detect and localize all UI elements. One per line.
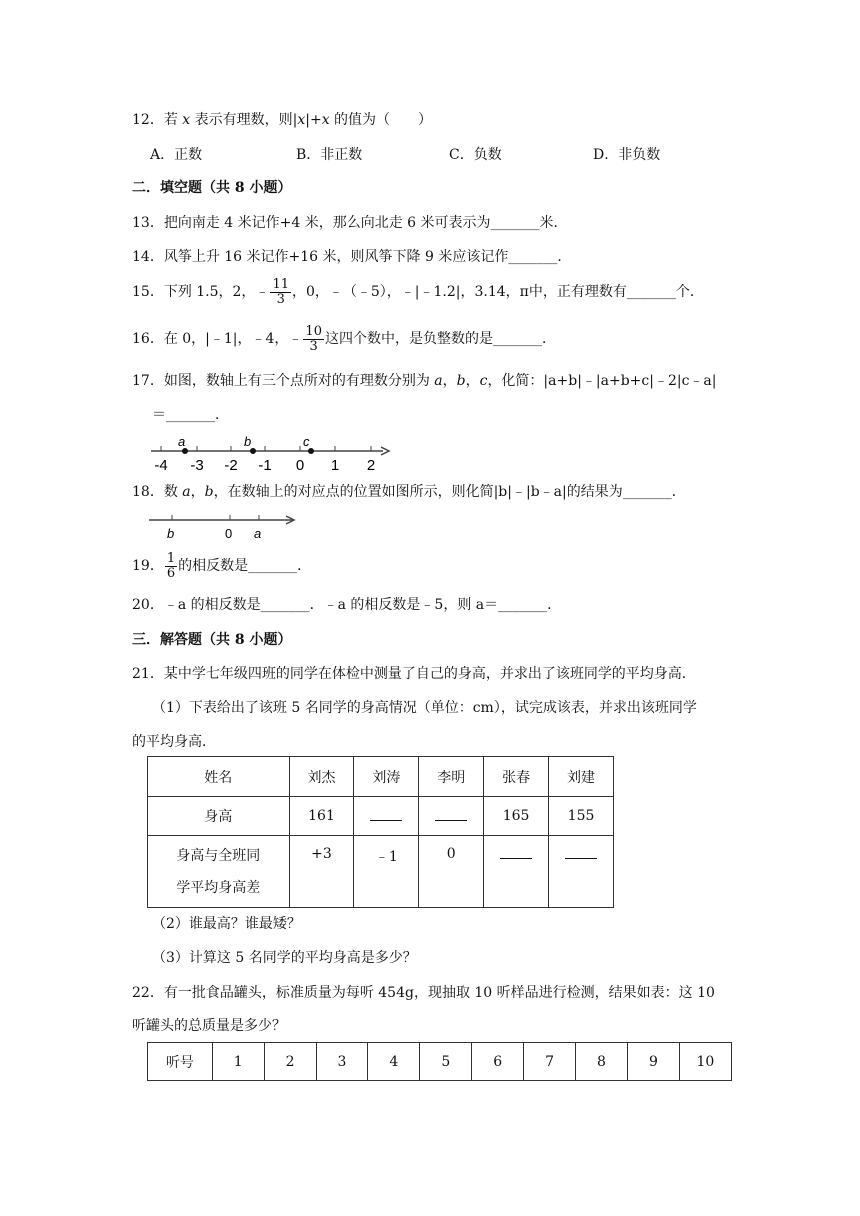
section-fill-in: 二．填空题（共 8 小题） bbox=[132, 180, 292, 196]
table-header-cell: 李明 bbox=[419, 757, 484, 797]
var-x: x bbox=[297, 112, 306, 128]
label-0: 0 bbox=[225, 526, 233, 541]
table-header-cell: 刘杰 bbox=[289, 757, 354, 797]
question-21-part3: （3）计算这 5 名同学的平均身高是多少？ bbox=[152, 950, 417, 966]
q12-text: 表示有理数，则| bbox=[190, 112, 298, 128]
table-header-cell: 8 bbox=[576, 1043, 628, 1081]
question-22: 22．有一批食品罐头，标准质量为每听 454g，现抽取 10 听样品进行检测，结果如表：这 10 bbox=[132, 985, 715, 1001]
q16-text: 16．在 0，|﹣1|，﹣4，﹣ bbox=[132, 331, 303, 347]
q17-text: ， bbox=[442, 373, 457, 389]
tick-label: 2 bbox=[366, 457, 376, 474]
height-table bbox=[147, 756, 614, 908]
tick-label: -1 bbox=[258, 457, 272, 474]
question-18 bbox=[132, 482, 686, 502]
table-header-cell: 刘涛 bbox=[354, 757, 419, 797]
question-15 bbox=[132, 276, 704, 308]
q17-text: ，化简：|a+b|﹣|a+b+c|﹣2|c﹣a| bbox=[487, 373, 717, 389]
table-header-cell: 10 bbox=[679, 1043, 731, 1081]
option-d: D．非负数 bbox=[593, 147, 661, 163]
fraction-11-3 bbox=[270, 278, 291, 307]
table-row bbox=[148, 797, 614, 836]
tick-label: 0 bbox=[295, 457, 305, 474]
table-row bbox=[148, 836, 614, 908]
tick-label: -3 bbox=[190, 457, 204, 474]
table-cell: +3 bbox=[289, 836, 354, 908]
numerator: 10 bbox=[305, 323, 322, 339]
var-b: b bbox=[456, 373, 466, 389]
table-header-cell: 听号 bbox=[148, 1043, 213, 1081]
var-a: a bbox=[182, 484, 191, 500]
table-header-cell: 6 bbox=[472, 1043, 524, 1081]
question-22-cont: 听罐头的总质量是多少？ bbox=[132, 1018, 286, 1034]
question-14: 14．风筝上升 16 米记作+16 米，则风筝下降 9 米应该记作_______． bbox=[132, 249, 572, 265]
point-c-label: c bbox=[303, 434, 310, 449]
var-x: x bbox=[182, 112, 191, 128]
can-table bbox=[147, 1042, 732, 1081]
denominator: 3 bbox=[309, 338, 318, 354]
question-21-part1: （1）下表给出了该班 5 名同学的身高情况（单位：cm），试完成该表，并求出该班同学 bbox=[152, 700, 697, 716]
answer-blank bbox=[500, 846, 532, 859]
table-row bbox=[148, 1043, 732, 1081]
question-21: 21．某中学七年级四班的同学在体检中测量了自己的身高，并求出了该班同学的平均身高． bbox=[132, 666, 696, 682]
var-c: c bbox=[479, 373, 488, 389]
q18-text: 18．数 bbox=[132, 484, 183, 500]
label-b: b bbox=[167, 526, 175, 541]
question-17-answer: ＝_______． bbox=[152, 407, 229, 423]
var-a: a bbox=[434, 373, 443, 389]
question-20: 20．﹣a 的相反数是_______．﹣a 的相反数是﹣5，则 a＝_______． bbox=[132, 597, 562, 613]
q15-text: 15．下列 1.5，2，﹣ bbox=[132, 284, 270, 300]
question-13: 13．把向南走 4 米记作+4 米，那么向北走 6 米可表示为_______米． bbox=[132, 215, 568, 231]
row-label-line: 学平均身高差 bbox=[176, 879, 261, 896]
answer-blank bbox=[435, 808, 467, 821]
tick-label: 1 bbox=[330, 457, 340, 474]
q17-text: ， bbox=[465, 373, 480, 389]
numerator: 1 bbox=[166, 550, 176, 566]
q12-text: |+ bbox=[305, 112, 322, 128]
number-line-2 bbox=[145, 510, 305, 544]
var-b: b bbox=[204, 484, 214, 500]
table-header-cell: 7 bbox=[524, 1043, 576, 1081]
fraction-10-3 bbox=[303, 325, 324, 354]
tick-label: -2 bbox=[224, 457, 238, 474]
answer-blank bbox=[370, 808, 402, 821]
label-a: a bbox=[254, 526, 262, 541]
table-header-cell: 姓名 bbox=[148, 757, 290, 797]
table-header-cell: 张春 bbox=[484, 757, 549, 797]
section-solve: 三．解答题（共 8 小题） bbox=[132, 632, 292, 648]
numerator: 11 bbox=[272, 276, 289, 292]
point-a-label: a bbox=[178, 434, 186, 449]
table-cell: ﹣1 bbox=[354, 836, 419, 908]
fraction-1-6 bbox=[165, 552, 177, 581]
denominator: 6 bbox=[166, 565, 176, 581]
q18-text: ， bbox=[190, 484, 205, 500]
table-cell bbox=[148, 836, 290, 908]
answer-blank bbox=[565, 846, 597, 859]
question-16 bbox=[132, 323, 556, 355]
table-header-cell: 9 bbox=[627, 1043, 679, 1081]
option-b: B．非正数 bbox=[296, 147, 363, 163]
table-cell: 身高 bbox=[148, 797, 290, 836]
question-21-part1-cont: 的平均身高． bbox=[132, 734, 216, 750]
table-blank-cell bbox=[354, 797, 419, 836]
question-17 bbox=[132, 371, 716, 391]
table-cell: 155 bbox=[549, 797, 614, 836]
q12-text: 12．若 bbox=[132, 112, 183, 128]
q17-text: 17．如图，数轴上有三个点所对的有理数分别为 bbox=[132, 373, 435, 389]
q16-text: 这四个数中，是负整数的是_______． bbox=[324, 331, 556, 347]
table-cell: 161 bbox=[289, 797, 354, 836]
question-12 bbox=[132, 110, 432, 130]
row-label-line: 身高与全班同 bbox=[176, 847, 261, 864]
q19-text: 19． bbox=[132, 558, 164, 574]
q19-text: 的相反数是_______． bbox=[178, 558, 312, 574]
option-a: A．正数 bbox=[150, 147, 203, 163]
table-header-cell: 4 bbox=[368, 1043, 420, 1081]
table-cell: 165 bbox=[484, 797, 549, 836]
q18-text: ，在数轴上的对应点的位置如图所示，则化简|b|﹣|b﹣a|的结果为_______． bbox=[213, 484, 686, 500]
point-b-label: b bbox=[244, 434, 252, 449]
table-row bbox=[148, 757, 614, 797]
table-blank-cell bbox=[549, 836, 614, 908]
number-line-1 bbox=[145, 432, 395, 474]
option-c: C．负数 bbox=[449, 147, 502, 163]
table-header-cell: 1 bbox=[212, 1043, 264, 1081]
q15-text: ，0，﹣（﹣5），﹣|﹣1.2|，3.14，π中，正有理数有_______个． bbox=[291, 284, 704, 300]
table-header-cell: 2 bbox=[264, 1043, 316, 1081]
question-19 bbox=[132, 550, 311, 582]
table-blank-cell bbox=[419, 797, 484, 836]
table-header-cell: 刘建 bbox=[549, 757, 614, 797]
q12-text: 的值为（ ） bbox=[329, 112, 433, 128]
tick-label: -4 bbox=[154, 457, 168, 474]
table-cell: 0 bbox=[419, 836, 484, 908]
var-x: x bbox=[321, 112, 330, 128]
table-header-cell: 5 bbox=[420, 1043, 472, 1081]
table-header-cell: 3 bbox=[316, 1043, 368, 1081]
table-blank-cell bbox=[484, 836, 549, 908]
question-21-part2: （2）谁最高？谁最矮？ bbox=[152, 916, 301, 932]
denominator: 3 bbox=[276, 291, 285, 307]
